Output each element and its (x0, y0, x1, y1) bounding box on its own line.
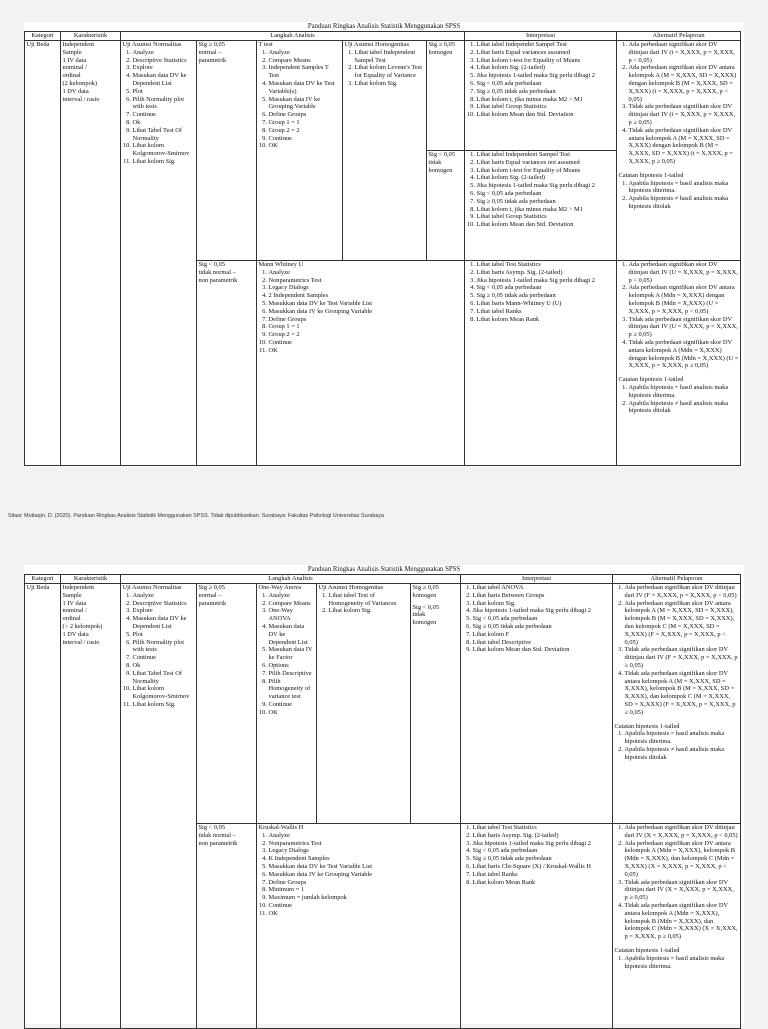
list-item: 6. Pilih Normality plot with tests (133, 96, 195, 112)
list-item: 10. Lihat kolom Mean dan Std. Deviation (477, 111, 615, 119)
list-item: 1. Lihat tabel Independent Sampel Test (355, 49, 425, 65)
header-alternatif: Alternatif Pelaporan (617, 32, 741, 41)
list-item: 2. Lihat baris Between Groups (473, 592, 611, 600)
page-2 (24, 565, 744, 1024)
homog-sig-cell (427, 41, 465, 261)
list-item: 10. Continue (269, 902, 459, 910)
list-item: 1. Analyze (269, 592, 315, 600)
list-item: 6. Define Groups (269, 111, 341, 119)
list-item: 4. Tidak ada perbedaan signifikan skor DV antara kelompok A (M = X,XXX, SD = X,XXX) dengan kelompok B (M = X,XXX, SD = X,XXX) (t = X,XXX, p = X,XXX, p ≥ 0,05) (629, 127, 739, 166)
list-item: 6. Sig < 0,05 ada perbedaan (477, 80, 615, 88)
list-item: 1. Ada perbedaan signifikan skor DV ditinjau dari IV (F = X,XXX, p = X,XXX, p < 0,05) (625, 584, 739, 600)
alternatif-list (619, 41, 739, 166)
list-item: 2. Ada perbedaan signifikan skor DV antara kelompok A (M = X,XXX, SD = X,XXX) dengan kelompok B (M = X,XXX, SD = X,XXX) (t = X,XXX, p = X,XXX, p < 0,05) (629, 64, 739, 103)
list-item: 6. Options (269, 662, 315, 670)
karakteristik-cell: Independent Sample 1 IV data nominal / ordinal (> 2 kelompok) 1 DV data interval / rasio (61, 584, 121, 1029)
header-interpretasi: Interpretasi (461, 575, 613, 584)
guide-table (24, 574, 741, 1029)
header-karakteristik: Karakteristik (61, 32, 121, 41)
list-item: 1. Analyze (269, 49, 341, 57)
list-item: 1. Ada perbedaan signifikan skor DV ditinjau dari IV (X = X,XXX, p = X,XXX, p < 0,05) (625, 824, 739, 840)
list-item: 1. Lihat tabel Independent Sampel Test (477, 151, 615, 159)
list-item: 8. Lihat kolom Mean Rank (473, 879, 611, 887)
alternatif-kruskal-cell (613, 824, 741, 1029)
list-item: 1. Apabila hipotesis = hasil analisis maka hipotesis diterima. (625, 730, 739, 746)
list-item: 3. Tidak ada perbedaan signifikan skor DV ditinjau dari IV (t = X,XXX, p = X,XXX, p ≥ 0,05) (629, 103, 739, 126)
list-item: 2. Apabila hipotesis ≠ hasil analisis maka hipotesis ditolak (629, 400, 739, 416)
list-item: 8. Minimum = 1 (269, 886, 459, 894)
homogenitas-cell (343, 41, 427, 261)
sig-normal-cell: Sig ≥ 0,05 normal – parametrik (197, 41, 257, 261)
list-item: 9. Lihat tabel Group Statistics (477, 213, 615, 221)
list-item: 3. Tidak ada perbedaan signifikan skor DV ditinjau dari IV (X = X,XXX, p = X,XXX, p ≥ 0,05) (625, 879, 739, 902)
header-kategori: Kategori (25, 575, 61, 584)
list-item: 8. Lihat kolom t, jika minus maka M2 > M1 (477, 206, 615, 214)
interpretasi-anova-cell (461, 584, 613, 824)
interpretasi-kruskal-cell (461, 824, 613, 1029)
catatan-list (619, 180, 739, 211)
list-item: 1. Ada perbedaan signifikan skor DV ditinjau dari IV (U = X,XXX, p = X,XXX, p < 0,05) (629, 261, 739, 284)
list-item: 6. Sig ≥ 0,05 tidak ada perbedaan (473, 623, 611, 631)
list-item: 6. Masukkan data IV ke Grouping Variable (269, 871, 459, 879)
kategori-cell: Uji Beda (25, 584, 61, 1029)
list-item: 3. Lihat kolom t-test for Equality of Means (477, 57, 615, 65)
list-item: 9. Maximum = jumlah kelompok (269, 894, 459, 902)
header-langkah: Langkah Analisis (121, 32, 465, 41)
list-item: 5. Jika hipotesis 1-tailed maka Sig perlu dibagi 2 (477, 182, 615, 190)
row-parametric (25, 584, 741, 824)
anova-title: One-Way Anova (258, 584, 302, 591)
row-parametric (25, 41, 741, 261)
homog-sig-yes: Sig ≥ 0,05 homogen (412, 584, 439, 599)
list-item: 8. Lihat kolom t, jika minus maka M2 > M1 (477, 96, 615, 104)
list-item: 7. Continue (133, 654, 195, 662)
catatan-title: Catatan hipotesis 1-tailed (618, 376, 684, 384)
list-item: 10. Lihat kolom Mean dan Std. Deviation (477, 221, 615, 229)
list-item: 1. Ada perbedaan signifikan skor DV ditinjau dari IV (t = X,XXX, p = X,XXX, p < 0,05) (629, 41, 739, 64)
list-item: 2. Lihat kolom Levene's Test for Equality of Variance (355, 64, 425, 80)
homogenitas-cell (317, 584, 411, 824)
catatan-title: Catatan hipotesis 1-tailed (614, 722, 680, 730)
list-item: 8. Group 1 = 1 (269, 323, 463, 331)
list-item: 2. Apabila hipotesis ≠ hasil analisis maka hipotesis ditolak (625, 746, 739, 762)
list-item: 2. Lihat kolom Sig. (329, 607, 409, 615)
list-item: 3. One-Way ANOVA (269, 607, 315, 623)
list-item: 3. Explore (133, 64, 195, 72)
alternatif-mannwhitney-cell (617, 261, 741, 466)
list-item: 7. Pilih Descriptive (269, 670, 315, 678)
list-item: 11. Lihat kolom Sig. (133, 701, 195, 709)
list-item: 9. Continue (269, 135, 341, 143)
normalitas-cell (121, 41, 197, 466)
list-item: 7. Sig ≥ 0,05 tidak ada perbedaan (477, 198, 615, 206)
list-item: 1. Apabila hipotesis = hasil analisis maka hipotesis diterima. (629, 180, 739, 196)
catatan-title: Catatan hipotesis 1-tailed (614, 946, 680, 954)
list-item: 1. Apabila hipotesis = hasil analisis maka hipotesis diterima. (625, 955, 739, 971)
list-item: 4. Lihat kolom Sig. (2-tailed) (477, 64, 615, 72)
list-item: 10. OK (269, 142, 341, 150)
list-item: 2. Lihat baris Equal variances assumed (477, 49, 615, 57)
citation-text: Sitasi: Muttaqin, D. (2020). Panduan Ringkas Analisis Statistik Menggunakan SPSS. Tidak dipublikasikan. Surabaya: Fakultas Psikologi Universitas Surabaya (8, 513, 385, 519)
list-item: 2. Descriptive Statistics (133, 57, 195, 65)
list-item: 1. Apabila hipotesis = hasil analisis maka hipotesis diterima. (629, 384, 739, 400)
list-item: 5. Masukan data IV ke Factor (269, 646, 315, 662)
list-item: 4. Masukan data DV ke Test Variable(s) (269, 80, 341, 96)
karakteristik-cell: Independent Sample 1 IV data nominal / ordinal (2 kelompok) 1 DV data interval / rasio (61, 41, 121, 466)
alternatif-ttest-cell (617, 41, 741, 261)
anova-cell (257, 584, 317, 824)
homog-sig-cell (411, 584, 461, 824)
list-item: 9. Group 2 = 2 (269, 331, 463, 339)
list-item: 9. Lihat kolom Mean dan Std. Deviation (473, 646, 611, 654)
alternatif-anova-cell (613, 584, 741, 824)
list-item: 11. Lihat kolom Sig. (133, 158, 195, 166)
list-item: 3. Independent Samples T Test (269, 64, 341, 80)
kruskal-cell (257, 824, 461, 1029)
list-item: 4. Tidak ada perbedaan signifikan skor DV antara kelompok A (Mdn = X,XXX) dengan kelompok B (Mdn = X,XXX) (U = X,XXX, p = X,XXX, p ≥ 0,05) (629, 339, 739, 370)
list-item: 7. Define Groups (269, 316, 463, 324)
list-item: 9. Continue (269, 701, 315, 709)
list-item: 1. Lihat tabel Test Statistics (477, 261, 615, 269)
guide-table (24, 31, 741, 466)
homogenitas-steps (345, 49, 425, 88)
list-item: 7. Sig ≥ 0,05 tidak ada perbedaan (477, 88, 615, 96)
list-item: 1. Lihat tabel ANOVA (473, 584, 611, 592)
list-item: 8. Lihat kolom Mean Rank (477, 316, 615, 324)
list-item: 4. K Independent Samples (269, 855, 459, 863)
page-title: Panduan Ringkas Analisis Statistik Menggunakan SPSS (307, 23, 461, 30)
normalitas-title: Uji Asumsi Normalitas (122, 584, 182, 591)
interpretasi-mannwhitney-cell (465, 261, 617, 466)
kategori-cell: Uji Beda (25, 41, 61, 466)
list-item: 1. Analyze (133, 592, 195, 600)
list-item: 9. Lihat tabel Group Statistics (477, 103, 615, 111)
list-item: 4. 2 Independent Samples (269, 292, 463, 300)
list-item: 5. Masukan data IV ke Grouping Variable (269, 96, 341, 112)
sig-normal-cell: Sig ≥ 0,05 normal – parametrik (197, 584, 257, 824)
header-langkah: Langkah Analisis (121, 575, 461, 584)
homogenitas-title: Uji Asumsi Homogenitas (344, 41, 410, 48)
homog-sig-no: Sig < 0,05 tidak homogen (427, 150, 464, 260)
header-alternatif: Alternatif Pelaporan (613, 575, 741, 584)
header-kategori: Kategori (25, 32, 61, 41)
normalitas-title: Uji Asumsi Normalitas (122, 41, 182, 48)
list-item: 7. Continue (133, 111, 195, 119)
list-item: 2. Ada perbedaan signifikan skor DV antara kelompok A (Mdn = X,XXX) dengan kelompok B (Mdn = X,XXX) (U = X,XXX, p = X,XXX, p < 0,05) (629, 284, 739, 315)
list-item: 4. Masukan data DV ke Dependent List (269, 623, 315, 646)
list-item: 1. Lihat tabel Test of Homogeneity of Variances (329, 592, 409, 608)
list-item: 2. Nonparametrics Test (269, 277, 463, 285)
list-item: 1. Lihat tabel Independet Sampel Test (477, 41, 615, 49)
list-item: 3. Legacy Dialogs (269, 847, 459, 855)
list-item: 6. Lihat baris Mann-Whitney U (U) (477, 300, 615, 308)
list-item: 10. Continue (269, 339, 463, 347)
list-item: 5. Plot (133, 88, 195, 96)
list-item: 3. Explore (133, 607, 195, 615)
kruskal-title: Kruskal-Wallis H (258, 824, 304, 831)
ttest-title: T test (258, 41, 273, 48)
list-item: 5. Sig < 0,05 ada perbedaan (473, 615, 611, 623)
list-item: 3. Tidak ada perbedaan signifikan skor DV ditinjau dari IV (F = X,XXX, p = X,XXX, p ≥ 0,05) (625, 646, 739, 669)
list-item: 2. Nonparametrics Test (269, 840, 459, 848)
page-title: Panduan Ringkas Analisis Statistik Menggunakan SPSS (307, 566, 461, 573)
list-item: 7. Lihat tabel Ranks (477, 308, 615, 316)
ttest-cell (257, 41, 343, 261)
list-item: 2. Ada perbedaan signifikan skor DV antara kelompok A (Mdn = X,XXX), kelompok B (Mdn = X,XXX), dan kelompok C (Mdn = X,XXX) (X = X,XXX, p = X,XXX, p < 0,05) (625, 840, 739, 879)
list-item: 2. Descriptive Statistics (133, 600, 195, 608)
list-item: 3. Lihat kolom t-test for Equality of Means (477, 167, 615, 175)
list-item: 7. Lihat kolom F (473, 631, 611, 639)
interpretasi-ttest-cell (465, 41, 617, 261)
mannwhitney-steps (259, 269, 463, 355)
sig-nonnormal-cell: Sig < 0,05 tidak normal – non parametrik (197, 261, 257, 466)
list-item: 4. Jika hipotesis 1-tailed maka Sig perlu dibagi 2 (473, 607, 611, 615)
header-row (25, 575, 741, 584)
list-item: 3. Tidak ada perbedaan signifikan skor DV ditinjau dari IV (U = X,XXX, p = X,XXX, p ≥ 0,05) (629, 316, 739, 339)
list-item: 10. OK (269, 709, 315, 717)
list-item: 1. Analyze (269, 269, 463, 277)
header-karakteristik: Karakteristik (61, 575, 121, 584)
list-item: 5. Plot (133, 631, 195, 639)
list-item: 8. Pilih Homogeneity of variance test (269, 678, 315, 701)
list-item: 9. Lihat Tabel Test Of Normality (133, 670, 195, 686)
list-item: 9. Lihat Tabel Test Of Normality (133, 127, 195, 143)
list-item: 2. Ada perbedaan signifikan skor DV antara kelompok A (M = X,XXX, SD = X,XXX), kelompok B (M = X,XXX, SD = X,XXX), dan kelompok C (M = X,XXX, SD = X,XXX) (F = X,XXX, p = X,XXX, p < 0,05) (625, 600, 739, 647)
list-item: 2. Lihat baris Equal variances not assumed (477, 159, 615, 167)
list-item: 4. Masukan data DV ke Dependent List (133, 72, 195, 88)
list-item: 2. Compare Means (269, 600, 315, 608)
list-item: 4. Tidak ada perbedaan signifikan skor DV antara kelompok A (Mdn = X,XXX), kelompok B (Mdn = X,XXX), dan kelompok C (Mdn = X,XXX) (X = X,XXX, p = X,XXX, p ≥ 0,05) (625, 902, 739, 941)
normalitas-cell (121, 584, 197, 1029)
interpretasi-homogen (465, 41, 616, 150)
list-item: 5. Sig ≥ 0,05 tidak ada perbedaan (477, 292, 615, 300)
list-item: 6. Sig < 0,05 ada perbedaan (477, 190, 615, 198)
list-item: 6. Masukkan data IV ke Grouping Variable (269, 308, 463, 316)
list-item: 1. Analyze (269, 832, 459, 840)
list-item: 10. Lihat kolom Kolgomorov-Smirnov (133, 142, 195, 158)
list-item: 2. Lihat baris Asymp. Sig. (2-tailed) (477, 269, 615, 277)
list-item: 5. Masukkan data DV ke Test Variable List (269, 863, 459, 871)
list-item: 4. Sig < 0,05 ada perbedaan (473, 847, 611, 855)
list-item: 5. Sig ≥ 0,05 tidak ada perbedaan (473, 855, 611, 863)
ttest-steps (259, 49, 341, 150)
catatan-title: Catatan hipotesis 1-tailed (618, 171, 684, 179)
list-item: 1. Analyze (133, 49, 195, 57)
list-item: 10. Lihat kolom Kolgomorov-Smirnov (133, 685, 195, 701)
list-item: 1. Lihat tabel Test Statistics (473, 824, 611, 832)
list-item: 3. Lihat kolom Sig. (355, 80, 425, 88)
list-item: 6. Pilih Normality plot with tests (133, 639, 195, 655)
list-item: 11. OK (269, 347, 463, 355)
list-item: 3. Legacy Dialogs (269, 284, 463, 292)
list-item: 5. Jika hipotesis 1-tailed maka Sig perlu dibagi 2 (477, 72, 615, 80)
list-item: 5. Masukkan data DV ke Test Variable List (269, 300, 463, 308)
homog-sig-yes: Sig ≥ 0,05 homogen (428, 41, 455, 56)
normalitas-steps (123, 49, 195, 166)
list-item: 7. Define Groups (269, 879, 459, 887)
header-interpretasi: Interpretasi (465, 32, 617, 41)
list-item: 8. Ok (133, 662, 195, 670)
list-item: 3. Jika hipotesis 1-tailed maka Sig perlu dibagi 2 (473, 840, 611, 848)
list-item: 4. Sig < 0,05 ada perbedaan (477, 284, 615, 292)
list-item: 6. Lihat baris Chi-Square (X) / Kruskal-Wallis H (473, 863, 611, 871)
homog-sig-no: Sig < 0,05 tidak homogen (412, 603, 440, 627)
homogenitas-title: Uji Asumsi Homogenitas (318, 584, 384, 591)
page-1 (24, 22, 744, 467)
interpretasi-tidak-homogen (465, 150, 616, 260)
list-item: 3. Jika hipotesis 1-tailed maka Sig perlu dibagi 2 (477, 277, 615, 285)
list-item: 4. Tidak ada perbedaan signifikan skor DV antara kelompok A (M = X,XXX, SD = X,XXX), kelompok B (M = X,XXX, SD = X,XXX), dan kelompok C (M = X,XXX, SD = X,XXX) (F = X,XXX, p = X,XXX, p ≥ 0,05) (625, 670, 739, 717)
list-item: 2. Apabila hipotesis ≠ hasil analisis maka hipotesis ditolak (629, 195, 739, 211)
list-item: 8. Group 2 = 2 (269, 127, 341, 135)
list-item: 11. OK (269, 910, 459, 918)
list-item: 8. Lihat tabel Descriptive (473, 639, 611, 647)
list-item: 8. Ok (133, 119, 195, 127)
list-item: 7. Group 1 = 1 (269, 119, 341, 127)
list-item: 2. Lihat baris Asymp. Sig. (2-tailed) (473, 832, 611, 840)
header-row (25, 32, 741, 41)
list-item: 2. Compare Means (269, 57, 341, 65)
list-item: 4. Lihat kolom Sig. (2-tailed) (477, 174, 615, 182)
list-item: 3. Lihat kolom Sig. (473, 600, 611, 608)
list-item: 7. Lihat tabel Ranks (473, 871, 611, 879)
sig-nonnormal-cell: Sig < 0,05 tidak normal – non parametrik (197, 824, 257, 1029)
list-item: 4. Masukan data DV ke Dependent List (133, 615, 195, 631)
mannwhitney-title: Mann Whitney U (258, 261, 304, 268)
mannwhitney-cell (257, 261, 465, 466)
